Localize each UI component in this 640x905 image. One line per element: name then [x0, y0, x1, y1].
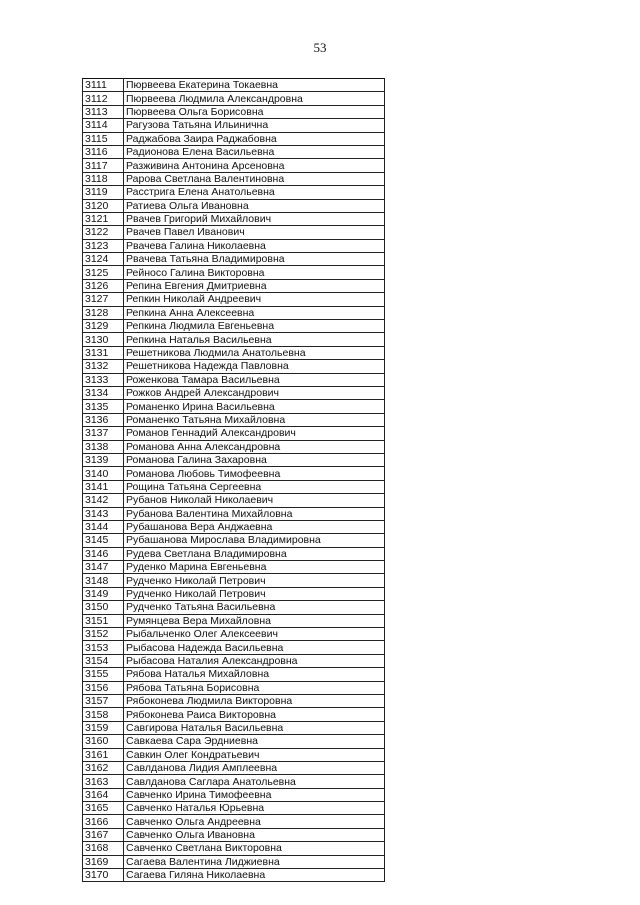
person-name: Рудева Светлана Владимировна: [124, 547, 385, 560]
row-number: 3163: [83, 775, 124, 788]
person-name: Радионова Елена Васильевна: [124, 145, 385, 158]
person-name: Расстрига Елена Анатольевна: [124, 186, 385, 199]
person-name: Рвачев Григорий Михайлович: [124, 212, 385, 225]
person-name: Рыбасова Надежда Васильевна: [124, 641, 385, 654]
table-row: [83, 494, 385, 507]
row-number: 3117: [83, 159, 124, 172]
row-number: 3162: [83, 761, 124, 774]
table-row: [83, 132, 385, 145]
table-row: [83, 320, 385, 333]
row-number: 3116: [83, 145, 124, 158]
person-name: Савченко Ольга Андреевна: [124, 815, 385, 828]
table-row: [83, 346, 385, 359]
table-row: [83, 373, 385, 386]
row-number: 3113: [83, 105, 124, 118]
table-row: [83, 668, 385, 681]
row-number: 3148: [83, 574, 124, 587]
person-name: Романова Галина Захаровна: [124, 453, 385, 466]
person-name: Роженкова Тамара Васильевна: [124, 373, 385, 386]
table-row: [83, 413, 385, 426]
person-name: Рябоконева Раиса Викторовна: [124, 708, 385, 721]
person-name: Рожков Андрей Александрович: [124, 386, 385, 399]
table-row: [83, 855, 385, 868]
person-name: Савченко Ольга Ивановна: [124, 828, 385, 841]
person-name: Романенко Татьяна Михайловна: [124, 413, 385, 426]
row-number: 3168: [83, 842, 124, 855]
row-number: 3156: [83, 681, 124, 694]
person-name: Романова Любовь Тимофеевна: [124, 467, 385, 480]
table-row: [83, 79, 385, 92]
table-row: [83, 788, 385, 801]
person-name: Савкин Олег Кондратьевич: [124, 748, 385, 761]
table-row: [83, 105, 385, 118]
table-row: [83, 721, 385, 734]
page-number: 53: [313, 40, 327, 55]
row-number: 3114: [83, 119, 124, 132]
person-name: Савлданова Лидия Амплеевна: [124, 761, 385, 774]
table-row: [83, 775, 385, 788]
row-number: 3129: [83, 320, 124, 333]
person-name: Раджабова Заира Раджабовна: [124, 132, 385, 145]
person-name: Решетникова Людмила Анатольевна: [124, 346, 385, 359]
person-name: Рудченко Николай Петрович: [124, 574, 385, 587]
row-number: 3125: [83, 266, 124, 279]
person-name: Савченко Светлана Викторовна: [124, 842, 385, 855]
table-row: [83, 681, 385, 694]
row-number: 3170: [83, 869, 124, 882]
row-number: 3131: [83, 346, 124, 359]
person-name: Разживина Антонина Арсеновна: [124, 159, 385, 172]
person-name: Рвачева Татьяна Владимировна: [124, 253, 385, 266]
table-row: [83, 761, 385, 774]
person-name: Репкина Наталья Васильевна: [124, 333, 385, 346]
row-number: 3115: [83, 132, 124, 145]
person-name: Ратиева Ольга Ивановна: [124, 199, 385, 212]
row-number: 3144: [83, 520, 124, 533]
row-number: 3141: [83, 480, 124, 493]
table-row: [83, 534, 385, 547]
person-name: Романова Анна Александровна: [124, 440, 385, 453]
person-name: Рвачев Павел Иванович: [124, 226, 385, 239]
person-name: Романенко Ирина Васильевна: [124, 400, 385, 413]
table-row: [83, 748, 385, 761]
table-row: [83, 212, 385, 225]
row-number: 3132: [83, 360, 124, 373]
row-number: 3134: [83, 386, 124, 399]
person-name: Рагузова Татьяна Ильинична: [124, 119, 385, 132]
table-row: [83, 802, 385, 815]
person-name: Рубанова Валентина Михайловна: [124, 507, 385, 520]
table-row: [83, 360, 385, 373]
table-row: [83, 467, 385, 480]
table-row: [83, 279, 385, 292]
table-row: [83, 654, 385, 667]
table-row: [83, 92, 385, 105]
table-row: [83, 333, 385, 346]
row-number: 3123: [83, 239, 124, 252]
person-name: Репкина Анна Алексеевна: [124, 306, 385, 319]
row-number: 3166: [83, 815, 124, 828]
row-number: 3145: [83, 534, 124, 547]
table-row: [83, 199, 385, 212]
person-name: Пюрвеева Ольга Борисовна: [124, 105, 385, 118]
row-number: 3169: [83, 855, 124, 868]
table-row: [83, 574, 385, 587]
person-name: Рябова Татьяна Борисовна: [124, 681, 385, 694]
table-row: [83, 601, 385, 614]
person-name: Румянцева Вера Михайловна: [124, 614, 385, 627]
table-row: [83, 440, 385, 453]
person-name: Савгирова Наталья Васильевна: [124, 721, 385, 734]
row-number: 3158: [83, 708, 124, 721]
row-number: 3119: [83, 186, 124, 199]
person-name: Сагаева Валентина Лиджиевна: [124, 855, 385, 868]
table-row: [83, 815, 385, 828]
table-row: [83, 708, 385, 721]
table-row: [83, 253, 385, 266]
table-row: [83, 427, 385, 440]
person-name: Рощина Татьяна Сергеевна: [124, 480, 385, 493]
person-name: Савченко Ирина Тимофеевна: [124, 788, 385, 801]
person-name: Решетникова Надежда Павловна: [124, 360, 385, 373]
row-number: 3164: [83, 788, 124, 801]
table-row: [83, 400, 385, 413]
table-row: [83, 869, 385, 882]
row-number: 3147: [83, 561, 124, 574]
person-name: Руденко Марина Евгеньевна: [124, 561, 385, 574]
row-number: 3157: [83, 694, 124, 707]
row-number: 3161: [83, 748, 124, 761]
table-row: [83, 386, 385, 399]
row-number: 3159: [83, 721, 124, 734]
row-number: 3127: [83, 293, 124, 306]
person-name: Рудченко Татьяна Васильевна: [124, 601, 385, 614]
row-number: 3138: [83, 440, 124, 453]
row-number: 3160: [83, 735, 124, 748]
row-number: 3150: [83, 601, 124, 614]
person-name: Рвачева Галина Николаевна: [124, 239, 385, 252]
row-number: 3121: [83, 212, 124, 225]
row-number: 3139: [83, 453, 124, 466]
row-number: 3130: [83, 333, 124, 346]
person-name: Рудченко Николай Петрович: [124, 587, 385, 600]
table-row: [83, 159, 385, 172]
row-number: 3167: [83, 828, 124, 841]
row-number: 3135: [83, 400, 124, 413]
table-row: [83, 614, 385, 627]
table-row: [83, 641, 385, 654]
table-row: [83, 239, 385, 252]
row-number: 3152: [83, 628, 124, 641]
person-name: Пюрвеева Людмила Александровна: [124, 92, 385, 105]
person-name: Рыбальченко Олег Алексеевич: [124, 628, 385, 641]
person-name: Рубанов Николай Николаевич: [124, 494, 385, 507]
table-row: [83, 735, 385, 748]
person-name: Савченко Наталья Юрьевна: [124, 802, 385, 815]
row-number: 3118: [83, 172, 124, 185]
table-row: [83, 186, 385, 199]
row-number: 3120: [83, 199, 124, 212]
name-list-table: [82, 78, 385, 882]
table-row: [83, 480, 385, 493]
person-name: Репкина Людмила Евгеньевна: [124, 320, 385, 333]
table-row: [83, 119, 385, 132]
table-row: [83, 520, 385, 533]
table-row: [83, 266, 385, 279]
person-name: Рубашанова Вера Анджаевна: [124, 520, 385, 533]
person-name: Савлданова Саглара Анатольевна: [124, 775, 385, 788]
table-row: [83, 628, 385, 641]
row-number: 3146: [83, 547, 124, 560]
table-row: [83, 293, 385, 306]
person-name: Репина Евгения Дмитриевна: [124, 279, 385, 292]
person-name: Рябова Наталья Михайловна: [124, 668, 385, 681]
person-name: Сагаева Гиляна Николаевна: [124, 869, 385, 882]
row-number: 3153: [83, 641, 124, 654]
row-number: 3136: [83, 413, 124, 426]
name-list-body: [83, 79, 385, 882]
row-number: 3137: [83, 427, 124, 440]
row-number: 3133: [83, 373, 124, 386]
row-number: 3149: [83, 587, 124, 600]
row-number: 3111: [83, 79, 124, 92]
row-number: 3112: [83, 92, 124, 105]
table-row: [83, 842, 385, 855]
table-row: [83, 828, 385, 841]
table-row: [83, 226, 385, 239]
table-row: [83, 306, 385, 319]
row-number: 3165: [83, 802, 124, 815]
person-name: Рубашанова Мирослава Владимировна: [124, 534, 385, 547]
table-row: [83, 561, 385, 574]
row-number: 3122: [83, 226, 124, 239]
row-number: 3155: [83, 668, 124, 681]
person-name: Репкин Николай Андреевич: [124, 293, 385, 306]
table-row: [83, 145, 385, 158]
row-number: 3140: [83, 467, 124, 480]
table-row: [83, 694, 385, 707]
row-number: 3126: [83, 279, 124, 292]
table-row: [83, 453, 385, 466]
person-name: Рейносо Галина Викторовна: [124, 266, 385, 279]
row-number: 3142: [83, 494, 124, 507]
row-number: 3128: [83, 306, 124, 319]
table-row: [83, 172, 385, 185]
row-number: 3143: [83, 507, 124, 520]
person-name: Савкаева Сара Эрдниевна: [124, 735, 385, 748]
row-number: 3151: [83, 614, 124, 627]
person-name: Романов Геннадий Александрович: [124, 427, 385, 440]
person-name: Рыбасова Наталия Александровна: [124, 654, 385, 667]
row-number: 3124: [83, 253, 124, 266]
row-number: 3154: [83, 654, 124, 667]
person-name: Рарова Светлана Валентиновна: [124, 172, 385, 185]
person-name: Пюрвеева Екатерина Токаевна: [124, 79, 385, 92]
table-row: [83, 587, 385, 600]
table-row: [83, 547, 385, 560]
person-name: Рябоконева Людмила Викторовна: [124, 694, 385, 707]
table-row: [83, 507, 385, 520]
